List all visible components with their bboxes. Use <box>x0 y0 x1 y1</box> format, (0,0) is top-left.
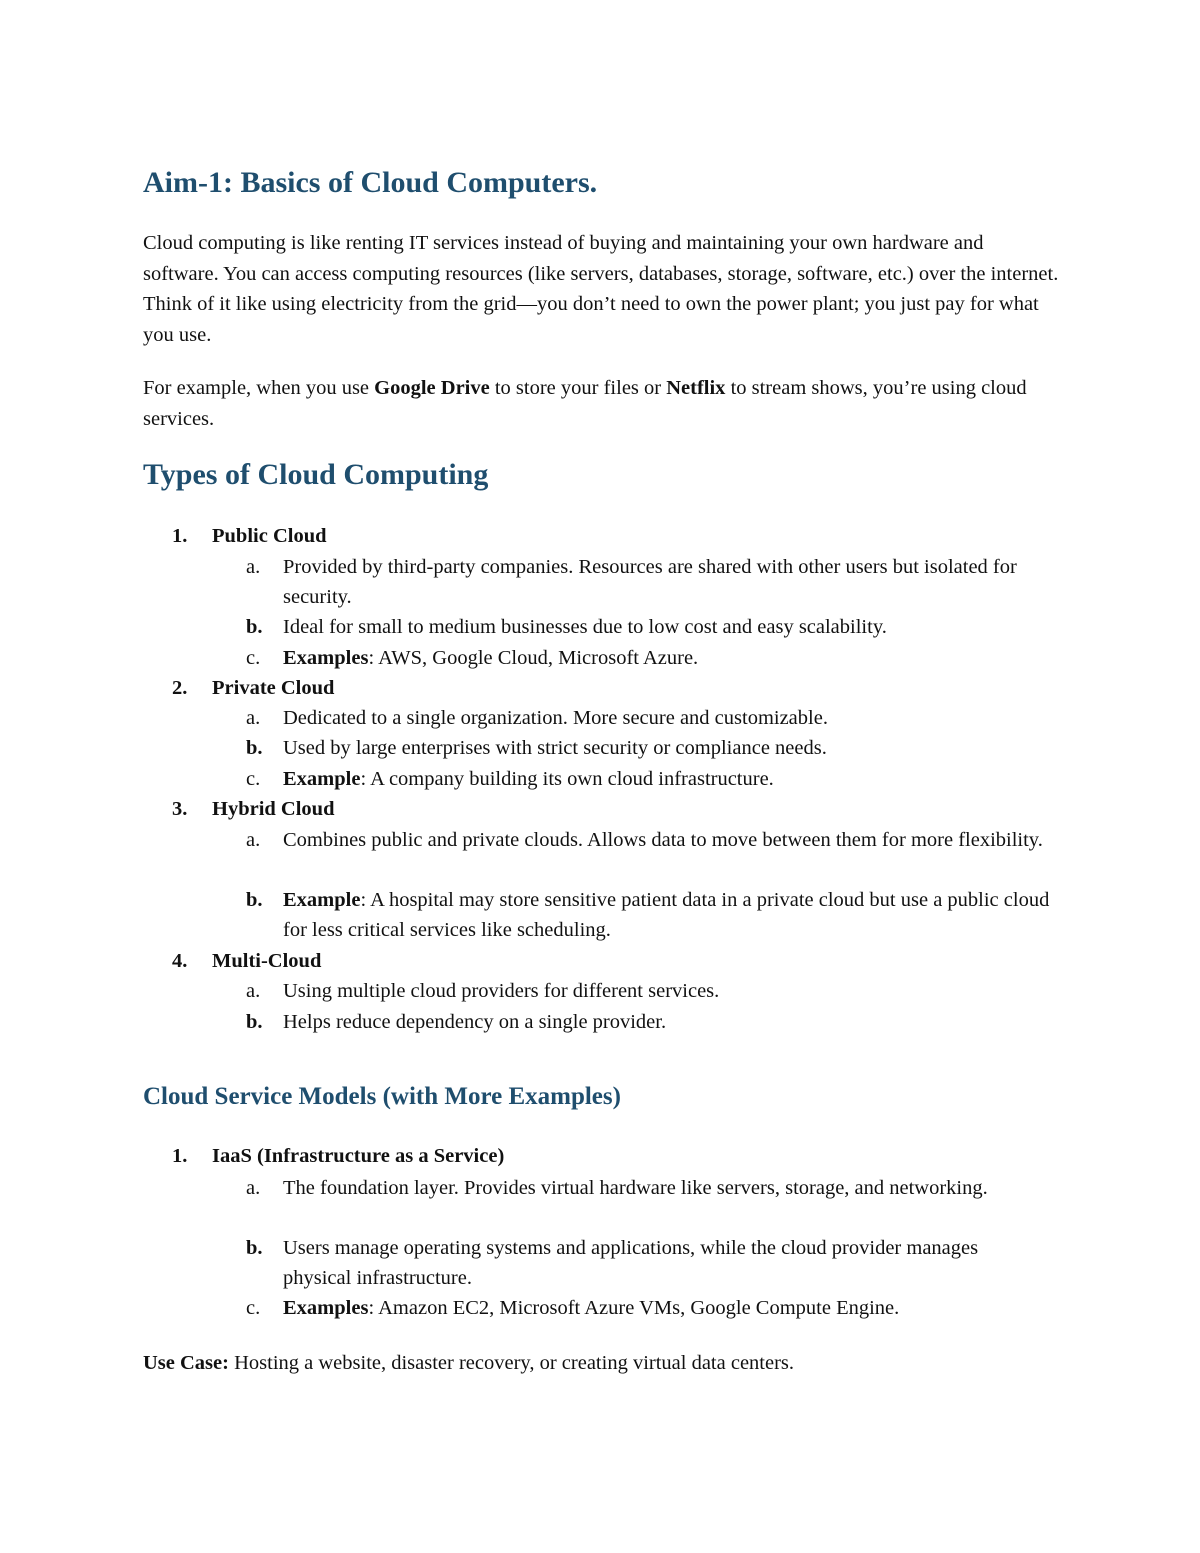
sub-letter: b. <box>246 1011 263 1033</box>
aim-title: Aim-1: Basics of Cloud Computers. <box>143 166 598 199</box>
sub-item-text: Users manage operating systems and applications, while the cloud provider manages physical infrastructure. <box>283 1237 979 1290</box>
sub-item-label: Examples <box>283 1297 369 1319</box>
sub-item-text <box>283 1293 1073 1323</box>
types-heading: Types of Cloud Computing <box>143 458 489 491</box>
list-title: Hybrid Cloud <box>212 798 335 820</box>
example-prefix: For example, when you use <box>143 377 375 399</box>
sub-item-text: Combines public and private clouds. Allows data to move between them for more flexibility. <box>283 829 1043 851</box>
sub-item-text: Dedicated to a single organization. More secure and customizable. <box>283 707 828 729</box>
sub-item-text <box>283 643 1073 673</box>
sub-letter: b. <box>246 889 263 911</box>
sub-letter: a. <box>246 1177 261 1199</box>
sub-item-value: : AWS, Google Cloud, Microsoft Azure. <box>368 647 699 669</box>
intro-paragraph: Cloud computing is like renting IT services instead of buying and maintaining your own hardware and software. You can access computing resources (like servers, databases, storage, software, etc.) over the internet. Think of it like using electricity from the grid—you don’t need to own the power plant; you just pay for what you use. <box>143 232 1059 346</box>
list-number: 4. <box>172 950 188 972</box>
sub-item-value: : A hospital may store sensitive patient data in a private cloud but use a public cloud for less critical services like scheduling. <box>283 889 1050 942</box>
sub-letter: c. <box>246 1297 261 1319</box>
list-title: IaaS (Infrastructure as a Service) <box>212 1145 505 1167</box>
use-case-paragraph <box>143 1348 1063 1379</box>
list-title: Public Cloud <box>212 525 327 547</box>
list-number: 1. <box>172 525 188 547</box>
sub-letter: a. <box>246 829 261 851</box>
list-title: Multi-Cloud <box>212 950 322 972</box>
list-number: 2. <box>172 677 188 699</box>
sub-item-text: Helps reduce dependency on a single provider. <box>283 1011 667 1033</box>
google-drive-term: Google Drive <box>374 377 490 399</box>
sub-letter: a. <box>246 707 261 729</box>
example-mid: to store your files or <box>489 377 667 399</box>
sub-item-text <box>283 885 1073 945</box>
sub-item-value: : Amazon EC2, Microsoft Azure VMs, Google Compute Engine. <box>368 1297 900 1319</box>
use-case-text: Hosting a website, disaster recovery, or creating virtual data centers. <box>228 1352 795 1374</box>
sub-letter: b. <box>246 616 263 638</box>
netflix-term: Netflix <box>666 377 726 399</box>
example-suffix: to stream shows, you’re using cloud services. <box>143 377 1027 430</box>
use-case-label: Use Case: <box>143 1352 229 1374</box>
sub-item-value: : A company building its own cloud infrastructure. <box>360 768 774 790</box>
sub-letter: c. <box>246 768 261 790</box>
example-paragraph <box>143 373 1063 434</box>
list-title: Private Cloud <box>212 677 335 699</box>
sub-item-text: Used by large enterprises with strict security or compliance needs. <box>283 737 827 759</box>
sub-letter: a. <box>246 556 261 578</box>
sub-item-label: Example <box>283 768 361 790</box>
sub-letter: b. <box>246 1237 263 1259</box>
sub-letter: a. <box>246 980 261 1002</box>
sub-item-text: The foundation layer. Provides virtual hardware like servers, storage, and networking. <box>283 1177 988 1199</box>
sub-letter: b. <box>246 737 263 759</box>
list-number: 3. <box>172 798 188 820</box>
sub-letter: c. <box>246 647 261 669</box>
sub-item-text: Using multiple cloud providers for different services. <box>283 980 720 1002</box>
sub-item-text <box>283 764 1073 794</box>
models-heading: Cloud Service Models (with More Examples) <box>143 1083 621 1110</box>
sub-item-label: Examples <box>283 647 369 669</box>
sub-item-label: Example <box>283 889 361 911</box>
sub-item-text: Ideal for small to medium businesses due to low cost and easy scalability. <box>283 616 887 638</box>
list-number: 1. <box>172 1145 188 1167</box>
sub-item-text: Provided by third-party companies. Resources are shared with other users but isolated for security. <box>283 556 1017 609</box>
